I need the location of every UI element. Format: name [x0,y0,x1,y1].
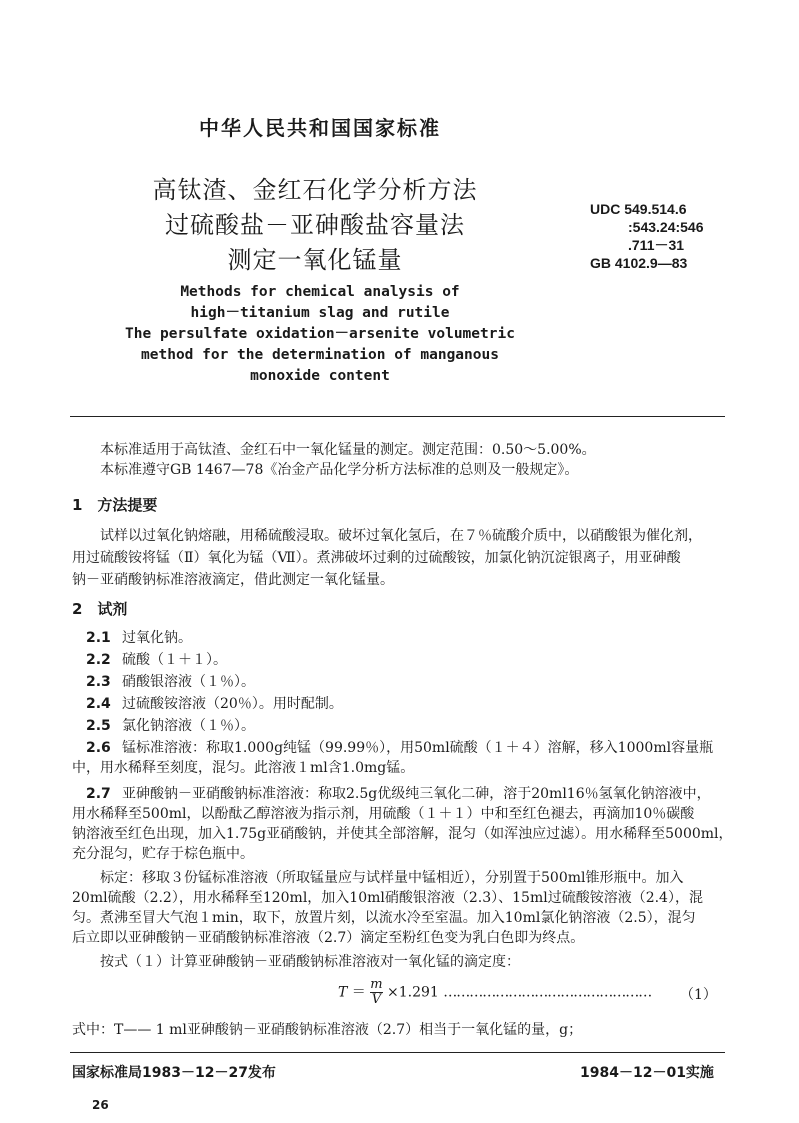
reagent-item [86,694,343,714]
reagent-2-6-continuation: 中，用水稀释至刻度，混匀。此溶液１ml含1.0mg锰。 [72,760,415,776]
formula-factor: ×1.291 [387,984,439,1001]
reagent-item [86,716,255,736]
reagent-text: 氯化钠溶液（１％）。 [122,718,255,734]
title-cn-line-1: 高钛渣、金红石化学分析方法 [152,176,478,204]
formula-leader-dots: ………………………………………… [443,984,652,1001]
title-en-line-4: method for the determination of manganous [141,347,499,363]
calibration-line-2: 20ml硫酸（2.2），用水稀释至120ml，加入10ml硝酸银溶液（2.3）、15ml过硫酸铵溶液（2.4），混 [72,890,703,906]
calibration-line-1: 标定：移取３份锰标准溶液（所取锰量应与试样量中锰相近），分别置于500ml锥形瓶中。加入 [100,870,684,886]
formula-lhs: T [338,984,348,1001]
country-standard-heading: 中华人民共和国国家标准 [199,116,441,140]
title-en-line-2: high－titanium slag and rutile [190,305,450,321]
udc-line-2: :543.24:546 [628,219,704,235]
reagent-number: 2.1 [86,630,111,646]
formula-equals: ＝ [351,984,366,1001]
section-1-line-1: 试样以过氧化钠熔融，用稀硫酸浸取。破坏过氧化氢后，在７％硫酸介质中，以硝酸银为催化剂， [100,528,702,544]
formula-where-line: 式中：T—— 1 ml亚砷酸钠－亚硝酸钠标准溶液（2.7）相当于一氧化锰的量，g； [72,1022,583,1038]
reagent-item [86,650,227,670]
formula-intro: 按式（１）计算亚砷酸钠－亚硝酸钠标准溶液对一氧化锰的滴定度： [100,954,520,970]
title-cn-line-2: 过硫酸盐－亚砷酸盐容量法 [165,211,465,239]
udc-line-3: .711－31 [628,237,685,253]
reagent-text: 亚砷酸钠－亚硝酸钠标准溶液：称取2.5g优级纯三氧化二砷，溶于20ml16％氢氧化钠溶液中， [122,786,711,802]
reagent-item [86,738,713,758]
intro-compliance: 本标准遵守GB 1467—78《冶金产品化学分析方法标准的总则及一般规定》。 [100,462,579,478]
reagent-number: 2.7 [86,786,111,802]
calibration-line-3: 匀。煮沸至冒大气泡１min，取下，放置片刻，以流水冷至室温。加入10ml氯化钠溶液（2.5），混匀 [72,910,696,926]
calibration-line-4: 后立即以亚砷酸钠－亚硝酸钠标准溶液（2.7）滴定至粉红色变为乳白色即为终点。 [72,930,585,946]
section-1-line-2: 用过硫酸铵将锰（Ⅱ）氧化为锰（Ⅶ）。煮沸破坏过剩的过硫酸铵，加氯化钠沉淀银离子，用亚砷酸 [72,550,681,566]
section-1-heading: 1 方法提要 [72,496,158,514]
reagent-text: 过硫酸铵溶液（20％）。用时配制。 [122,696,343,712]
reagent-text: 过氧化钠。 [122,630,192,646]
reagent-text: 锰标准溶液：称取1.000g纯锰（99.99％），用50ml硫酸（１＋４）溶解，移入1000ml容量瓶 [122,740,714,756]
formula-fraction [370,978,382,1007]
reagent-number: 2.5 [86,718,111,734]
effective-date: 1984－12－01实施 [580,1065,714,1081]
reagent-number: 2.2 [86,652,111,668]
formula-denominator: V [371,992,382,1007]
reagent-item [86,784,711,804]
formula-number: （1） [680,987,717,1003]
reagent-number: 2.6 [86,740,111,756]
intro-scope: 本标准适用于高钛渣、金红石中一氧化锰量的测定。测定范围：0.50～5.00%。 [100,442,596,458]
reagent-number: 2.3 [86,674,111,690]
title-en-block [100,282,540,387]
page-number: 26 [92,1098,109,1112]
udc-line-1: UDC 549.514.6 [590,201,687,217]
reagent-number: 2.4 [86,696,111,712]
udc-block [590,200,704,272]
reagent-2-7-line-3: 钠溶液至红色出现，加入1.75g亚硝酸钠，并使其全部溶解，混匀（如浑浊应过滤）。用水稀释至5000ml， [72,826,733,842]
issued-date: 国家标准局1983－12－27发布 [72,1065,276,1081]
title-en-line-3: The persulfate oxidation－arsenite volumetric [125,326,515,342]
title-cn-line-3: 测定一氧化锰量 [227,246,403,274]
reagent-text: 硝酸银溶液（１％）。 [122,674,255,690]
formula-numerator: m [370,977,383,992]
gb-number: GB 4102.9—83 [590,255,688,271]
title-en-line-5: monoxide content [250,368,390,384]
reagent-2-7-line-2: 用水稀释至500ml，以酚酞乙醇溶液为指示剂，用硫酸（１＋１）中和至红色褪去，再滴加10％碳酸 [72,806,695,822]
reagent-text: 硫酸（１＋１）。 [122,652,227,668]
reagent-item [86,672,255,692]
title-en-line-1: Methods for chemical analysis of [180,284,460,300]
footer-divider [70,1052,725,1053]
titer-formula [338,978,651,1007]
reagent-item [86,628,192,648]
header-divider [70,416,725,417]
section-1-line-3: 钠－亚硝酸钠标准溶液滴定，借此测定一氧化锰量。 [72,572,394,588]
reagent-2-7-line-4: 充分混匀，贮存于棕色瓶中。 [72,846,254,862]
section-2-heading: 2 试剂 [72,600,128,618]
